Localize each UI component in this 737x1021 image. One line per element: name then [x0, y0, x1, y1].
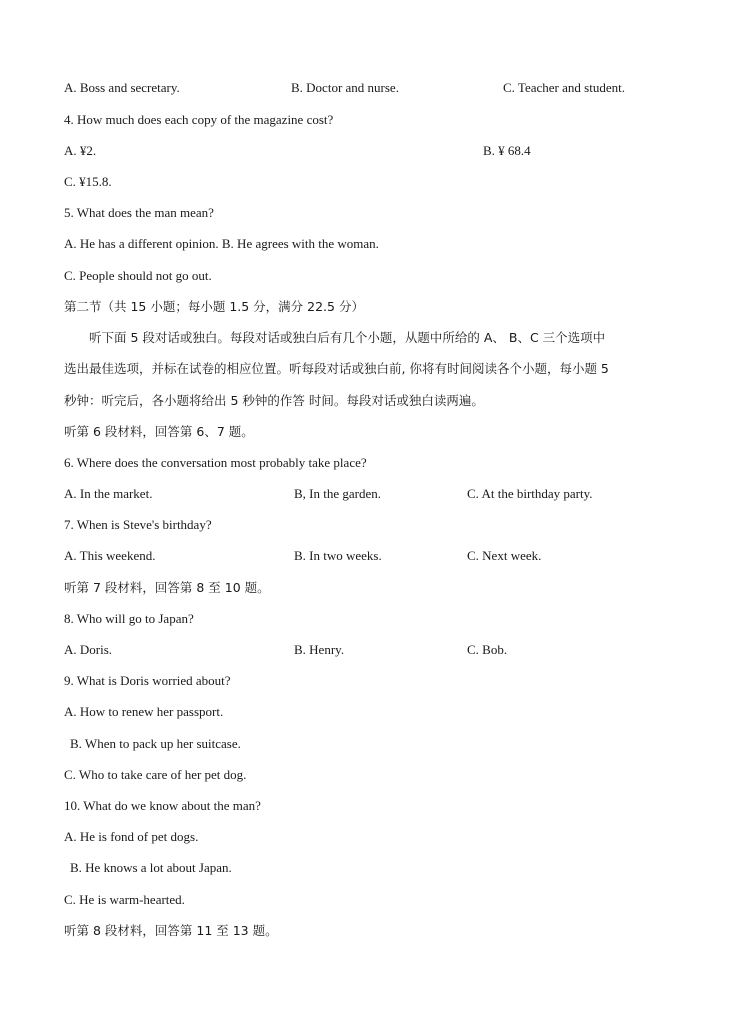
q6-option-c: C. At the birthday party. [467, 486, 593, 501]
q8-option-a: A. Doris. [64, 642, 113, 657]
q10-option-a: A. He is fond of pet dogs. [64, 829, 199, 844]
q7-option-c: C. Next week. [467, 548, 542, 563]
q5-options-ab: A. He has a different opinion. B. He agrees with the woman. [64, 236, 379, 251]
q8-question: 8. Who will go to Japan? [64, 611, 194, 626]
q4-option-c: C. ¥15.8. [64, 174, 112, 189]
material8-header: 听第 8 段材料，回答第 11 至 13 题。 [64, 923, 278, 938]
q4-option-a: A. ¥2. [64, 143, 97, 158]
material7-header: 听第 7 段材料，回答第 8 至 10 题。 [64, 580, 270, 595]
q7-option-b: B. In two weeks. [294, 548, 382, 563]
material6-header: 听第 6 段材料，回答第 6、7 题。 [64, 424, 254, 439]
q9-option-a: A. How to renew her passport. [64, 704, 224, 719]
section2-heading: 第二节（共 15 小题；每小题 1.5 分，满分 22.5 分） [64, 299, 364, 314]
q4-option-b: B. ¥ 68.4 [483, 143, 531, 158]
q7-option-a: A. This weekend. [64, 548, 156, 563]
section2-instruction-2: 选出最佳选项，并标在试卷的相应位置。听每段对话或独白前, 你将有时间阅读各个小题，每小题 5 [64, 361, 609, 376]
q6-option-a: A. In the market. [64, 486, 153, 501]
q4-question: 4. How much does each copy of the magazine cost? [64, 112, 334, 127]
q7-question: 7. When is Steve's birthday? [64, 517, 212, 532]
q5-question: 5. What does the man mean? [64, 205, 214, 220]
q3-option-c: C. Teacher and student. [503, 80, 625, 95]
q6-option-b: B, In the garden. [294, 486, 382, 501]
q6-question: 6. Where does the conversation most probably take place? [64, 455, 367, 470]
section2-instruction-3: 秒钟：听完后，各小题将给出 5 秒钟的作答 时间。每段对话或独白读两遍。 [64, 393, 484, 408]
q8-option-b: B. Henry. [294, 642, 345, 657]
q3-option-a: A. Boss and secretary. [64, 80, 180, 95]
section2-instruction-1: 听下面 5 段对话或独白。每段对话或独白后有几个小题，从题中所给的 A、 B、C 三个选项中 [89, 330, 606, 345]
q5-option-c: C. People should not go out. [64, 268, 212, 283]
q9-option-b: B. When to pack up her suitcase. [70, 736, 241, 751]
q9-option-c: C. Who to take care of her pet dog. [64, 767, 247, 782]
q10-question: 10. What do we know about the man? [64, 798, 261, 813]
q9-question: 9. What is Doris worried about? [64, 673, 231, 688]
q10-option-c: C. He is warm-hearted. [64, 892, 185, 907]
q3-option-b: B. Doctor and nurse. [291, 80, 399, 95]
q8-option-c: C. Bob. [467, 642, 508, 657]
q10-option-b: B. He knows a lot about Japan. [70, 860, 232, 875]
